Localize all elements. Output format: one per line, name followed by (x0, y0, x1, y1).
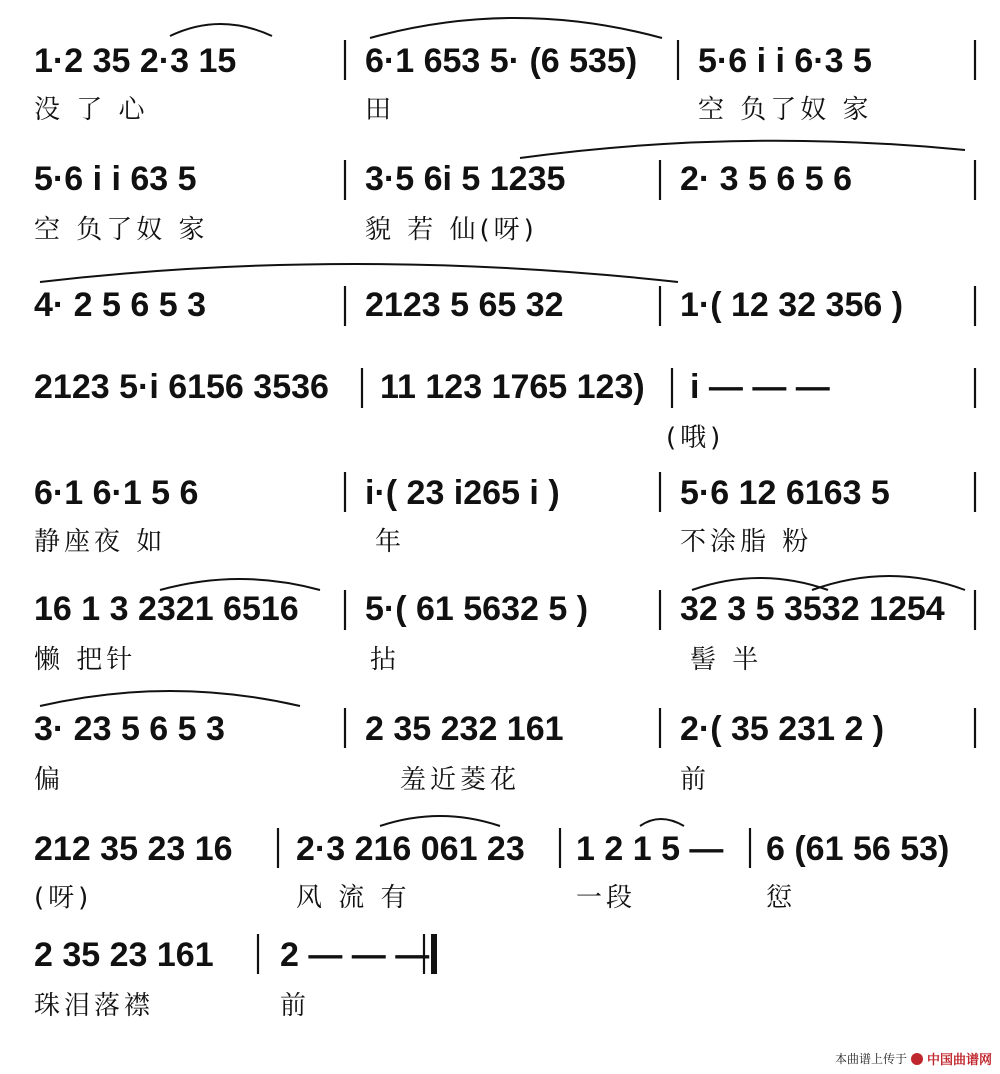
footer-text: 本曲谱上传于 (834, 1052, 907, 1066)
slur (170, 24, 272, 36)
measure-notes: 2· 3 5 6 5 6 (680, 160, 853, 198)
measure-notes: 5·6 i i 63 5 (34, 160, 197, 198)
score-row (34, 141, 975, 245)
measure-notes: 6·1 6·1 5 6 (34, 474, 199, 512)
measure-lyric: 空 负了奴 家 (34, 215, 209, 245)
measure-lyric: 貌 若 仙(呀) (365, 215, 538, 245)
score-row (34, 18, 975, 125)
measure-lyric: 静座夜 如 (34, 527, 167, 557)
slur (520, 141, 965, 158)
footer-credit (835, 1049, 992, 1068)
measure-notes: 11 123 1765 123) (380, 368, 645, 406)
measure-lyric: 珠泪落襟 (34, 991, 155, 1021)
score-row (34, 934, 434, 1021)
measure-notes: 2·( 35 231 2 ) (680, 710, 885, 748)
measure-lyric: 偏 (34, 765, 65, 795)
measure-notes: 212 35 23 16 (34, 830, 233, 868)
measure-lyric: 一段 (576, 883, 637, 913)
slur (160, 579, 320, 590)
measure-notes: 3· 23 5 6 5 3 (34, 710, 225, 748)
measure-notes: 5·( 61 5632 5 ) (365, 590, 589, 628)
measure-notes: 2·3 216 061 23 (296, 830, 525, 868)
measure-lyric: 田 (365, 95, 396, 125)
site-logo-icon (911, 1053, 923, 1065)
score-row (34, 576, 975, 675)
measure-notes: 1·( 12 32 356 ) (680, 286, 904, 324)
measure-notes: 6·1 653 5· (6 535) (365, 42, 638, 80)
score-row (34, 368, 975, 453)
measure-lyric: 前 (280, 991, 311, 1021)
measure-lyric: 空 负了奴 家 (698, 95, 873, 125)
measure-lyric: 前 (680, 765, 711, 795)
slur (40, 691, 300, 706)
measure-notes: 5·6 12 6163 5 (680, 474, 890, 512)
slur (40, 264, 678, 282)
measure-lyric: 髻 半 (690, 645, 763, 675)
measure-lyric: 懒 把针 (34, 645, 137, 675)
footer-site-name[interactable]: 中国曲谱网 (926, 1053, 992, 1068)
slur (380, 816, 500, 826)
measure-notes: i — — — (690, 368, 830, 406)
score-row (34, 472, 975, 557)
measure-lyric: (呀) (34, 883, 93, 913)
measure-lyric: (哦) (666, 423, 725, 453)
measure-notes: 16 1 3 2321 6516 (34, 590, 299, 628)
measure-notes: 2123 5 65 32 (365, 286, 564, 324)
score-row (34, 264, 975, 326)
measure-lyric: 年 (375, 527, 406, 557)
measure-lyric: 风 流 有 (296, 883, 411, 913)
score-row (34, 691, 975, 795)
measure-notes: i·( 23 i265 i ) (365, 474, 560, 512)
slur (370, 18, 662, 38)
measure-notes: 32 3 5 3532 1254 (680, 590, 945, 628)
slur (812, 576, 965, 590)
measure-notes: 6 (61 56 53) (766, 830, 950, 868)
slur (640, 819, 684, 826)
measure-lyric: 羞近菱花 (400, 765, 521, 795)
measure-notes: 2123 5·i 6156 3536 (34, 368, 329, 406)
measure-notes: 1 2 1 5 — (576, 830, 724, 868)
measure-notes: 2 35 23 161 (34, 936, 214, 974)
measure-lyric: 没 了 心 (34, 95, 149, 125)
score-row (34, 816, 949, 913)
measure-notes: 4· 2 5 6 5 3 (34, 286, 207, 324)
measure-notes: 1·2 35 2·3 15 (34, 42, 237, 80)
measure-lyric: 愆 (766, 883, 797, 913)
measure-notes: 2 35 232 161 (365, 710, 564, 748)
slur (692, 578, 828, 590)
measure-lyric: 拈 (370, 645, 401, 675)
measure-notes: 3·5 6i 5 1235 (365, 160, 566, 198)
measure-lyric: 不涂脂 粉 (680, 527, 813, 557)
measure-notes: 5·6 i i 6·3 5 (698, 42, 872, 80)
measure-notes: 2 — — — (280, 936, 430, 974)
